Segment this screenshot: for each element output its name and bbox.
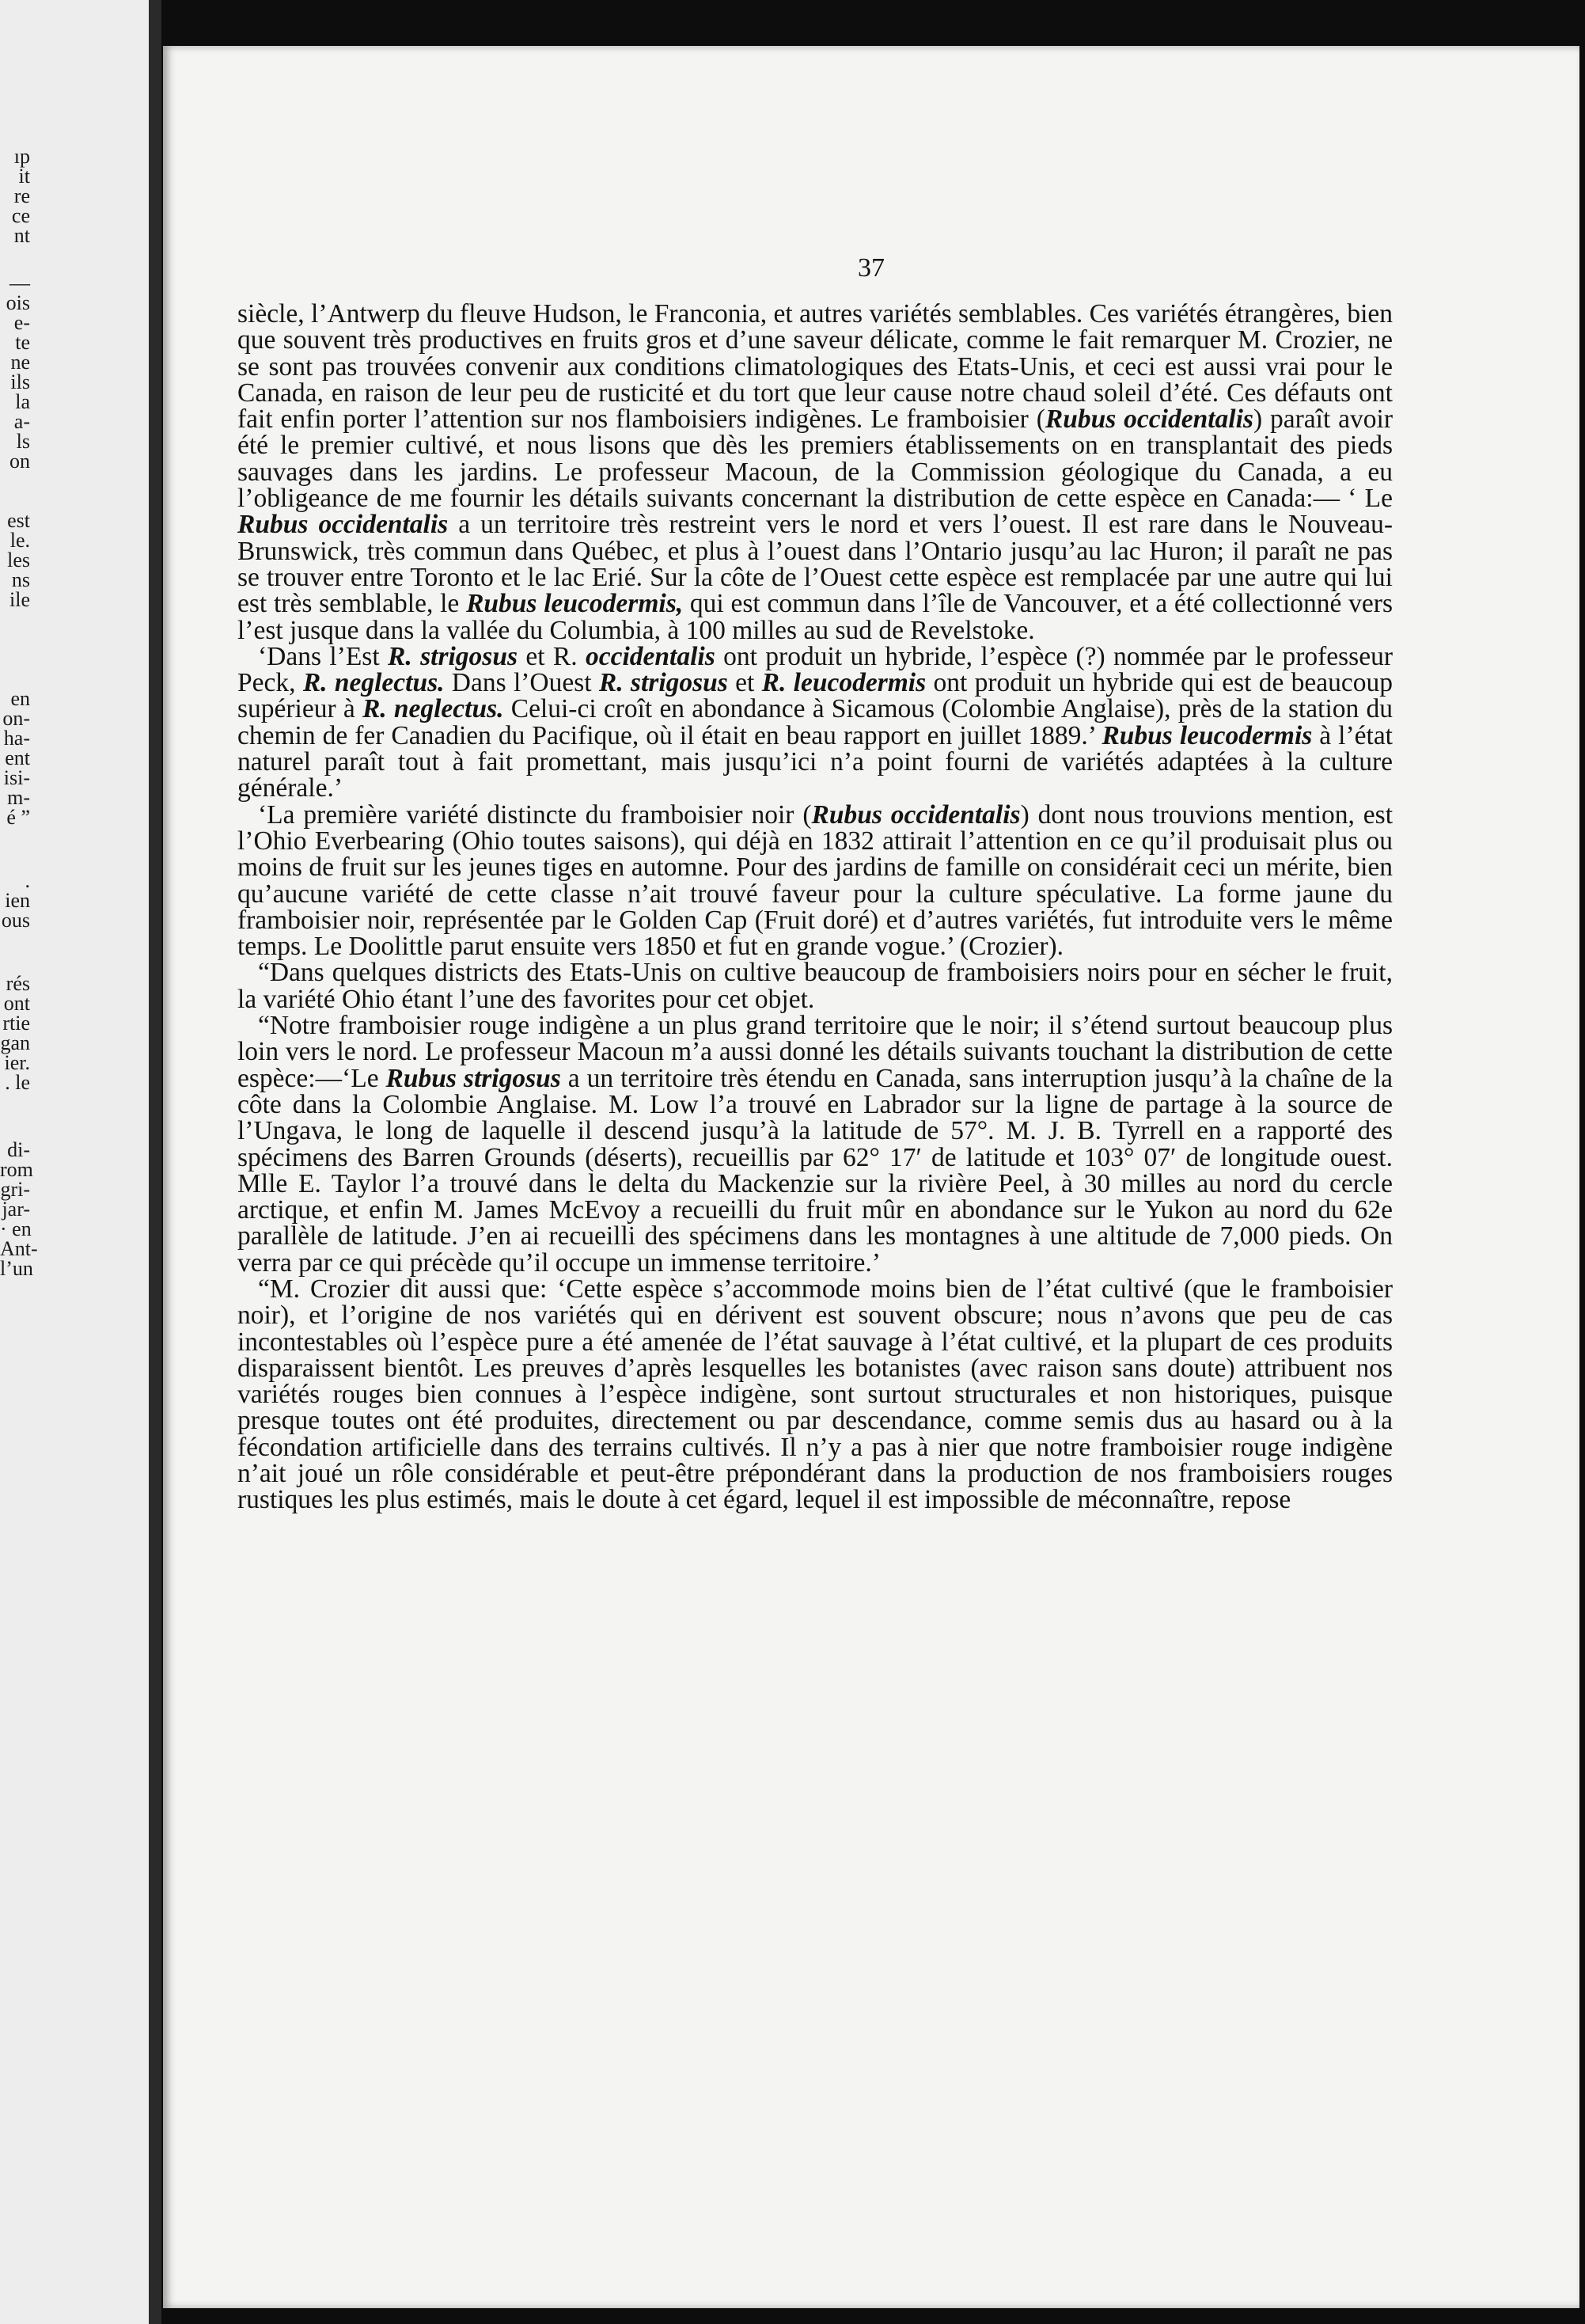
italic-term: R. strigosus [388, 641, 518, 671]
italic-term: occidentalis [586, 641, 715, 671]
facing-page-fragment: gri- [0, 1178, 30, 1201]
facing-page-fragment: ls [16, 430, 30, 453]
italic-term: R. strigosus [598, 668, 728, 698]
text-run: ont produit un hybride, l’espèce (?) nommée par le professeur Peck, [237, 641, 1393, 698]
text-run: ont produit un hybride qui est de beaucoup supérieur à [237, 668, 1394, 724]
facing-page-fragment: ous [1, 909, 30, 932]
facing-page-fragment: jar- [2, 1198, 30, 1221]
italic-term: R. leucodermis [761, 668, 927, 698]
facing-page-fragment: nt [13, 224, 30, 247]
facing-page-fragment: Ant- [0, 1237, 38, 1260]
facing-page-fragment: ils [10, 370, 30, 393]
text-run: a un territoire très étendu en Canada, sans interruption jusqu’à la chaîne de la côte dans la Colombie Anglaise. M. Low l’a trouvé en Labrador sur la ligne de partage à la source de l’Ungava, le long de laquelle il descend jusqu’à la latitude de 57°. M. J. B. Tyrrell en a rapporté des spécimens des Barren Grounds (déserts), recueillis par 62° 17′ de latitude et 103° 07′ de longitude ouest. Mlle E. Taylor l’a trouvé dans le delta du Mackenzie sur la rivière Peel, à 30 milles au nord du cercle arctique, et enfin M. James McEvoy a recueilli du fruit mûr en abondance sur le Yukon au nord du 62e parallèle de latitude. J’en ai recueilli des spécimens dans les montagnes à une altitude de 7,000 pieds. On verra par ce qui précède qu’il occupe un immense territoire.’ [237, 1063, 1393, 1278]
facing-page-fragment: le. [9, 529, 30, 552]
italic-term: Rubus occidentalis [237, 510, 449, 540]
italic-term: Rubus occidentalis [811, 799, 1021, 830]
page-gutter [149, 0, 161, 2324]
text-run: “Dans quelques districts des Etats-Unis on cultive beaucoup de framboisiers noirs pour en sécher le fruit, la variété Ohio étant l’une des favorites pour cet objet. [237, 958, 1393, 1014]
italic-term: Rubus occidentalis [1045, 404, 1253, 435]
facing-page-fragment: ois [6, 291, 30, 314]
text-run: ) paraît avoir été le premier cultivé, et nous lisons que dès les premiers établissements on en transplantait des pieds sauvages dans les jardins. Le professeur Macoun, de la Commission géologique du Canada, a eu l’obligeance de me fournir les détails suivants concernant la distribution de cette espèce en Canada:— ‘ Le [237, 404, 1393, 514]
facing-page-fragment: ne [10, 351, 30, 374]
text-run: ‘La première variété distincte du framboisier noir ( [258, 799, 812, 830]
facing-page-fragment: ier. [4, 1051, 30, 1074]
facing-page-fragment: ien [5, 889, 30, 912]
facing-page-fragment: est [7, 509, 30, 532]
facing-page-fragment: te [15, 331, 30, 354]
facing-page-fragment: en [10, 687, 30, 710]
italic-term: Rubus leucodermis, [466, 589, 684, 619]
paragraph [237, 1012, 1393, 1276]
page-number: 37 [858, 253, 885, 283]
facing-page-fragment: rtie [2, 1012, 30, 1035]
facing-page-fragment: re [13, 184, 30, 207]
facing-page-fragment: isi- [3, 766, 30, 789]
facing-page-fragment: on [9, 450, 30, 473]
facing-page-text-fragments [0, 0, 158, 2324]
italic-term: Rubus leucodermis [1102, 720, 1313, 750]
text-run: Dans l’Ouest [444, 668, 599, 698]
text-run: ‘Dans l’Est [258, 641, 389, 671]
facing-page-fragment: rom [0, 1158, 33, 1181]
italic-term: Rubus strigosus [385, 1063, 561, 1093]
facing-page-fragment: é ” [6, 806, 30, 829]
facing-page-fragment: ont [3, 992, 30, 1015]
facing-page-fragment: rés [6, 972, 30, 995]
facing-page-fragment: . [25, 869, 30, 892]
facing-page-fragment: a- [13, 410, 30, 433]
facing-page-fragment: e- [13, 311, 30, 334]
facing-page-fragment: ha- [3, 727, 30, 750]
text-run: “M. Crozier dit aussi que: ‘Cette espèce s’accommode moins bien de l’état cultivé (que le framboisier noir), et l’origine de nos variétés qui en dérivent est souvent obscure; nous n’avons que peu de cas incontestables où l’espèce pure a été amenée de l’état sauvage à l’état cultivé, et la plupart de ces produits disparaissent bientôt. Les preuves d’après lesquelles les botanistes (avec raison sans doute) attribuent nos variétés rouges bien connues à l’espèce indigène, sont surtout structurales et non historiques, puisque presque toutes ont été produites, directement ou par descendance, comme semis dus au hasard ou à la fécondation artificielle dans des terrains cultivés. Il n’y a pas à nier que notre framboisier rouge indigène n’ait joué un rôle considérable et peut-être prépondérant dans la production de nos framboisiers rouges rustiques les plus estimés, mais le doute à cet égard, lequel il est impossible de méconnaître, repose [237, 1274, 1393, 1515]
book-page [163, 46, 1579, 2308]
facing-page-fragment: . le [5, 1071, 30, 1094]
facing-page-fragment: la [15, 390, 30, 413]
paragraph [237, 1276, 1393, 1513]
facing-page-fragment: ce [11, 204, 30, 227]
text-run: à l’état naturel paraît tout à fait promettant, mais jusqu’ici n’a point fourni de variétés adaptées à la culture générale.’ [237, 720, 1393, 803]
text-run: qui est commun dans l’île de Vancouver, et a été collectionné vers l’est jusque dans la vallée du Columbia, à 100 milles au sud de Revelstoke. [237, 589, 1393, 645]
paragraph [237, 959, 1393, 1012]
paragraph [237, 641, 1394, 803]
text-run: et R. [518, 641, 586, 671]
text-run: “Notre framboisier rouge indigène a un plus grand territoire que le noir; il s’étend surtout beaucoup plus loin vers le nord. Le professeur Macoun m’a aussi donné les détails suivants touchant la distribution de cette espèce:—‘Le [237, 1011, 1393, 1093]
facing-page-fragment: ent [5, 746, 30, 769]
page-body-text [237, 301, 1393, 1513]
text-run: a un territoire très restreint vers le nord et vers l’ouest. Il est rare dans le Nouveau-Brunswick, très commun dans Québec, et plus à l’ouest dans l’Ontario jusqu’au lac Huron; il paraît ne pas se trouver entre Toronto et le lac Erié. Sur la côte de l’Ouest cette espèce est remplacée par une autre qui lui est très semblable, le [237, 510, 1393, 619]
facing-page-fragment: on- [2, 707, 30, 730]
text-run: ) dont nous trouvions mention, est l’Ohio Everbearing (Ohio toutes saisons), qui déjà en 1832 attirait l’attention en ce qu’il produisait plus ou moins de fruit sur les jeunes tiges en automne. Pour des jardins de famille on considérait ceci un mérite, bien qu’aucune variété de cette classe n’ait trouvé faveur pour la culture spéculative. La forme jaune du framboisier noir, représentée par le Golden Cap (Fruit doré) et d’autres variétés, fut introduite vers le même temps. Le Doolittle parut ensuite vers 1850 et fut en grande vogue.’ (Crozier). [237, 799, 1394, 962]
facing-page-fragment: m- [7, 786, 30, 809]
facing-page-fragment: ns [11, 568, 30, 591]
italic-term: R. neglectus. [362, 694, 504, 724]
paragraph [237, 799, 1394, 962]
facing-page-fragment: l’un [0, 1257, 33, 1280]
facing-page-fragment: it [18, 165, 30, 188]
facing-page-fragment: · en [0, 1217, 32, 1240]
italic-term: R. neglectus. [302, 668, 445, 698]
text-run: et [727, 668, 762, 698]
facing-page-fragment: — [9, 272, 30, 294]
facing-page-fragment: di- [7, 1138, 30, 1161]
paragraph [237, 301, 1393, 644]
facing-page-fragment: les [7, 549, 30, 572]
facing-page-fragment: ıp [13, 145, 30, 168]
facing-page-fragment: gan [0, 1031, 30, 1054]
text-run: siècle, l’Antwerp du fleuve Hudson, le Franconia, et autres variétés semblables. Ces variétés étrangères, bien que souvent très productives en fruits gros et d’une saveur délicate, comme le fait remarquer M. Crozier, ne se sont pas trouvées convenir aux conditions climatologiques des Etats-Unis, et ceci est aussi vrai pour le Canada, en raison de leur peu de rusticité et du tort que leur cause notre chaud soleil d’été. Ces défauts ont fait enfin porter l’attention sur nos flamboisiers indigènes. Le framboisier ( [237, 299, 1393, 435]
facing-page-fragment: ile [9, 588, 30, 611]
text-run: Celui-ci croît en abondance à Sicamous (Colombie Anglaise), près de la station du chemin de fer Canadien du Pacifique, où il était en beau rapport en juillet 1889.’ [237, 694, 1393, 750]
